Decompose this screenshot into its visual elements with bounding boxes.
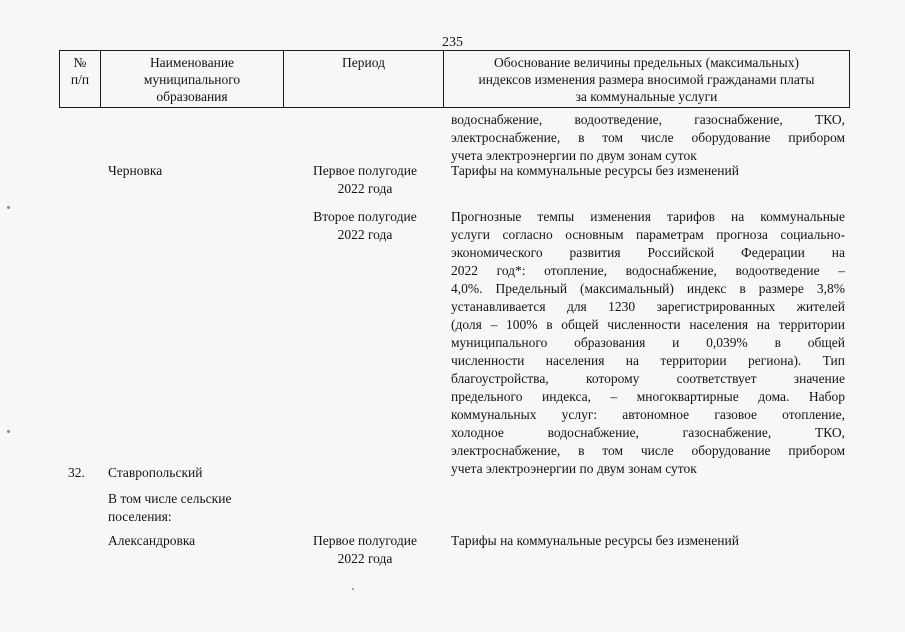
continuation-text: водоснабжение, водоотведение, газоснабжение, ТКО, электроснабжение, в том числе оборудование прибором учета электроэнергии по двум зонам суток — [451, 112, 845, 163]
header-col-basis: Обоснование величины предельных (максимальных) индексов изменения размера вносимой гражданами платы за коммунальные услуги — [478, 55, 815, 104]
scan-speck — [7, 206, 10, 209]
row-number-32: 32. — [68, 465, 85, 480]
basis-first-half-aleksandrovka: Тарифы на коммунальные ресурсы без изменений — [451, 533, 739, 548]
scan-speck — [352, 588, 354, 590]
header-col-number: № п/п — [60, 51, 101, 107]
page-number: 235 — [442, 35, 463, 50]
rural-settlements-label: В том числе сельские поселения: — [108, 491, 232, 524]
scan-speck — [7, 430, 10, 433]
basis-second-half-chernovka: Прогнозные темпы изменения тарифов на коммунальные услуги согласно основным параметрам прогноза социально- экономического развития Российской Федерации на 2022 год*: отопление, водоснабжение, водоотведение – 4,0%. Предельный (максимальный) индекс в размере 3,8% устанавливается для 1230 зарегистрированных жителей (доля – 100% в общей численности населения на территории муниципального образования и 0,039% в общей численности населения на территории региона). Тип благоустройства, которому соответствует значение предельного индекса, – многоквартирные дома. Набор коммунальных услуг: автономное газовое отопление, холодное водоснабжение, газоснабжение, ТКО, электроснабжение, в том числе оборудование прибором учета электроэнергии по двум зонам суток — [451, 209, 845, 476]
header-col-municipality: Наименование муниципального образования — [101, 51, 284, 107]
table-header — [59, 50, 850, 108]
period-second-half-chernovka: Второе полугодие 2022 года — [313, 209, 417, 242]
period-first-half-aleksandrovka: Первое полугодие 2022 года — [313, 533, 417, 566]
basis-first-half-chernovka: Тарифы на коммунальные ресурсы без изменений — [451, 163, 739, 178]
header-col-period: Период — [284, 51, 444, 107]
row-name-stavropolsky: Ставропольский — [108, 465, 203, 480]
row-name-aleksandrovka: Александровка — [108, 533, 196, 548]
period-first-half-chernovka: Первое полугодие 2022 года — [313, 163, 417, 196]
row-name-chernovka: Черновка — [108, 163, 163, 178]
